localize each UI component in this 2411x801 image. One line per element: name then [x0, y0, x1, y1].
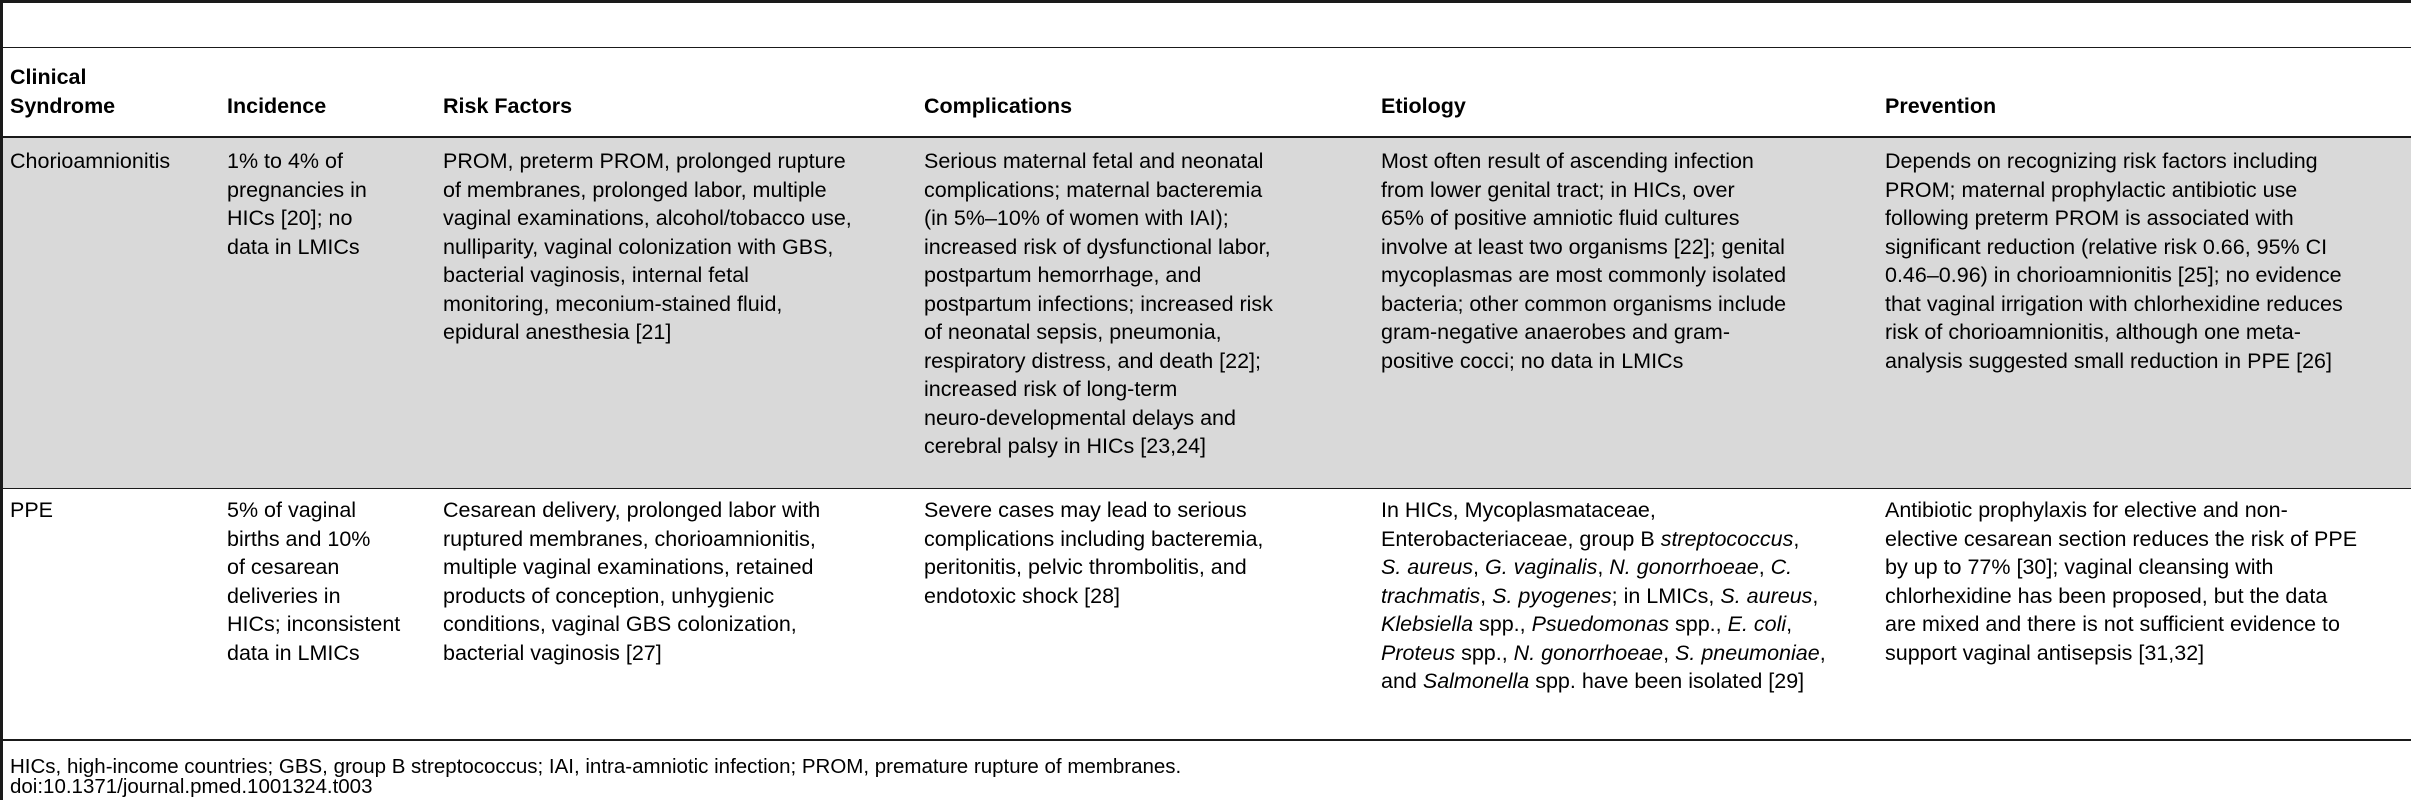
- etiology-text: ,: [1812, 583, 1819, 608]
- etiology-text: ,: [1663, 640, 1676, 665]
- etiology-text: ,: [1793, 526, 1800, 551]
- organism-name-italic: N. gonorrhoeae: [1609, 555, 1759, 579]
- header-incidence: Incidence: [227, 94, 327, 118]
- cell-risk-factors: PROM, preterm PROM, prolonged rupture of membranes, prolonged labor, multiple vaginal examinations, alcohol/tobacco use, nulliparity, vaginal colonization with GBS, bacterial vaginosis, internal fetal monitoring, meconium-stained fluid, epidural anesthesia [21]: [443, 149, 852, 344]
- organism-name-italic: G. vaginalis: [1484, 555, 1598, 579]
- cell-complications: Serious maternal fetal and neonatal complications; maternal bacteremia (in 5%–10% of women with IAI); increased risk of dysfunctional labor, postpartum hemorrhage, and postpartum infections; increased risk of neonatal sepsis, pneumonia, respiratory distress, and death [22]; increased risk of long-term neuro-developmental delays and cerebral palsy in HICs [23,24]: [924, 149, 1273, 458]
- etiology-text: ,: [1473, 555, 1485, 579]
- cell-etiology: [1381, 496, 1826, 696]
- cell-etiology: Most often result of ascending infection from lower genital tract; in HICs, over 65% of positive amniotic fluid cultures involve at least two organisms [22]; genital mycoplasmas are most commonly isolated bacteria; other common organisms include gram-negative anaerobes and gram- positive cocci; no data in LMICs: [1381, 149, 1787, 373]
- cell-incidence: 1% to 4% of pregnancies in HICs [20]; no data in LMICs: [227, 149, 367, 259]
- organism-name-italic: S. pyogenes: [1492, 583, 1612, 608]
- cell-clinical-syndrome: PPE: [10, 498, 54, 522]
- header-complications: Complications: [924, 94, 1073, 118]
- organism-name-italic: C.: [1770, 555, 1793, 579]
- etiology-text: In HICs, Mycoplasmataceae,: [1381, 498, 1656, 522]
- organism-name-italic: S. aureus: [1381, 555, 1474, 579]
- table-bottom-rule: [0, 739, 2411, 741]
- organism-name-italic: S. aureus: [1720, 583, 1813, 608]
- cell-prevention: Antibiotic prophylaxis for elective and non- elective cesarean section reduces the risk of PPE by up to 77% [30]; vaginal cleansing with chlorhexidine has been proposed, but the data are mixed and there is not sufficient evidence to support vaginal antisepsis [31,32]: [1885, 498, 2358, 665]
- organism-name-italic: Klebsiella: [1381, 612, 1474, 636]
- organism-name-italic: Psuedomonas: [1531, 612, 1670, 636]
- doi-link[interactable]: doi:10.1371/journal.pmed.1001324.t003: [10, 775, 373, 798]
- etiology-text: and: [1381, 669, 1423, 693]
- header-prevention: Prevention: [1885, 94, 1997, 118]
- etiology-text: ; in LMICs,: [1611, 583, 1721, 608]
- etiology-text: spp.,: [1473, 612, 1532, 636]
- header-risk-factors: Risk Factors: [443, 94, 573, 118]
- row-divider-rule: [0, 488, 2411, 489]
- header-clinical-syndrome: Clinical Syndrome: [10, 65, 116, 118]
- etiology-text: ,: [1480, 583, 1493, 608]
- cell-complications: Severe cases may lead to serious complications including bacteremia, peritonitis, pelvic thrombolitis, and endotoxic shock [28]: [924, 498, 1264, 608]
- organism-name-italic: S. pneumoniae: [1675, 640, 1820, 665]
- organism-name-italic: streptococcus: [1660, 526, 1794, 551]
- organism-name-italic: trachmatis: [1381, 583, 1481, 608]
- organism-name-italic: N. gonorrhoeae: [1513, 640, 1664, 665]
- table-footnote: HICs, high-income countries; GBS, group B streptococcus; IAI, intra-amniotic infection; PROM, premature rupture of membranes.: [10, 755, 1182, 778]
- header-etiology: Etiology: [1381, 94, 1466, 118]
- organism-name-italic: E. coli: [1727, 612, 1787, 636]
- organism-name-italic: Salmonella: [1422, 669, 1530, 693]
- organism-name-italic: Proteus: [1381, 640, 1456, 665]
- etiology-text: ,: [1758, 555, 1771, 579]
- cell-risk-factors: Cesarean delivery, prolonged labor with ruptured membranes, chorioamnionitis, multiple vaginal examinations, retained products of conception, unhygienic conditions, vaginal GBS colonization, bacterial vaginosis [27]: [443, 498, 821, 665]
- etiology-text: spp.,: [1455, 640, 1514, 665]
- etiology-text: ,: [1597, 555, 1610, 579]
- cell-prevention: Depends on recognizing risk factors including PROM; maternal prophylactic antibiotic use following preterm PROM is associated with significant reduction (relative risk 0.66, 95% CI 0.46–0.96) in chorioamnionitis [25]; no evidence that vaginal irrigation with chlorhexidine reduces risk of chorioamnionitis, although one meta- analysis suggested small reduction in PPE [26]: [1885, 149, 2343, 373]
- etiology-text: ,: [1786, 612, 1793, 636]
- etiology-text: Enterobacteriaceae, group B: [1381, 526, 1661, 551]
- etiology-text: spp.,: [1669, 612, 1728, 636]
- etiology-text: ,: [1819, 640, 1826, 665]
- etiology-text: spp. have been isolated [29]: [1529, 669, 1805, 693]
- top-rule: [0, 47, 2411, 48]
- cell-clinical-syndrome: Chorioamnionitis: [10, 149, 171, 173]
- cell-incidence: 5% of vaginal births and 10% of cesarean deliveries in HICs; inconsistent data in LMICs: [227, 498, 401, 665]
